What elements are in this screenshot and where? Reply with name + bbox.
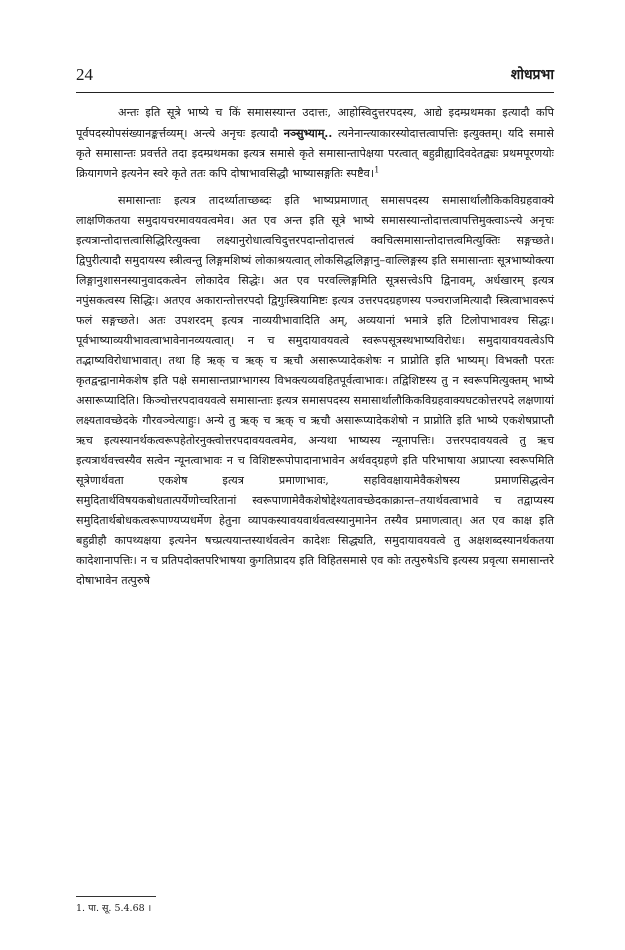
page-header [76,55,554,85]
header-rule [76,92,554,93]
body-text [76,103,554,598]
paragraph-1-text-end: त्यनेनान्त्याकारस्योदात्तत्वापत्तिः इत्युक्तम्। यदि समासे कृते समासान्तः प्रवर्त्तते तदा इदम्प्रथमका इत्यत्र समासे कृते समासान्तापेक्षया परत्वात् बहुव्रीह्यादिवदेतद्व्यः प्रथमपूरणयोः क्रियागणने इत्यनेन स्वरे कृते ततः कपि दोषाभावसिद्धौ भाष्यासङ्गतिः स्पष्टैव। [76,127,554,180]
paragraph-2-text: समासान्ताः इत्यत्र तादर्थ्याताच्छब्दः इति भाष्यप्रमाणात् समासपदस्य समासार्थालौकिकविग्रहवाक्ये लाक्षणिकतया समुदायचरमावयवत्वमेव। अत एव अन्त इति सूत्रे भाष्ये समासस्यान्तोदात्तत्वापत्तिमुक्त्वाऽन्त्ये अनृचः इत्यत्रान्तोदात्तत्वासिद्धिरित्युक्त्वा लक्ष्यानुरोधात्वचिदुत्तरपदान्तोदात्तत्वं क्वचित्समासान्तोदात्तत्वमित्युक्तिः सङ्गच्छते। द्विपुरीत्यादौ समुदायस्य स्त्रीत्वन्तु लिङ्गमशिष्यं लोकाश्रयत्वात् लोकसिद्धलिङ्गानु–वाल्लिङ्गस्य इति समासान्ताः सूत्रभाष्योक्त्या लिङ्गानुशासनस्यानुवादकत्वेन लोकादेव सिद्धेः। अत एव परवल्लिङ्गमिति सूत्रसत्त्वेऽपि द्विनावम्, अर्धखारम् इत्यत्र नपुंसकत्वस्य सिद्धिः। अतएव अकारान्तोत्तरपदो द्विगुःस्त्रियामिष्टः इत्यत्र उत्तरपदग्रहणस्य पञ्चराजमित्यादौ स्त्रित्वाभावरूपं फलं सङ्गच्छते। अतः उपशरदम् इत्यत्र नाव्ययीभावादिति अम्, अव्ययानां भमात्रे इति टिलोपाभावश्च सिद्धः। पूर्वभाष्याव्ययीभावत्वाभावेनानव्ययत्वात्। न च समुदायावयवत्वे स्वरूपसूत्रस्थभाष्यविरोधः। समुदायावयवत्वेऽपि तद्भाष्यविरोधाभावात्। तथा हि ऋक् च ऋक् च ऋचौ असारूप्यादेकशेषः न प्राप्नोति इति भाष्यम्। विभक्तौ परतः कृतद्वन्द्वानामेकशेष इति पक्षे समासान्तप्राग्भागस्य विभक्त्यव्यवहितपूर्वत्वाभावः। तद्विशिष्टस्य तु न स्वरूपमित्युक्तम् भाष्ये असारूप्यादिति। किञ्चोत्तरपदावयवत्वे समासान्ताः इत्यत्र समासपदस्य समासार्थालौकिकविग्रहवाक्यघटकोत्तरपदे लक्षणायां लक्ष्यतावच्छेदके गौरवञ्चेत्याहुः। अन्ये तु ऋक् च ऋक् च ऋचौ असारूप्यादेकशेषो न प्राप्नोति इति भाष्ये एकशेषप्राप्तौ ऋच इत्यस्यानर्थकत्वरूपहेतोरनुक्त्वोत्तरपदावयवत्वमेव, अन्यथा भाष्यस्य न्यूनापत्तिः। उत्तरपदावयवत्वे तु ऋच इत्यत्रार्थवत्त्वस्यैव सत्वेन न्यूनत्वाभावः न च विशिष्टरूपोपादानाभावेन अर्थवद्ग्रहणे इति परिभाषाया अप्राप्त्या स्वरूपमिति सूत्रेणार्थवता एकशेष इत्यत्र प्रमाणाभावः, सहविवक्षायामेवैकशेषस्य प्रमाणसिद्धत्वेन समुदितार्थविषयकबोधतात्पर्येणोच्चरितानां स्वरूपाणामेवैकशेषोद्देश्यतावच्छेदकाक्रान्त–तयार्थवत्वाभावे च तद्वाप्यस्य समुदितार्थबोधकत्वरूपाण्यप्यधर्मेण हेतुना व्यापकस्यावयवार्थवत्वस्यानुमानेन तस्यैव प्रमाणत्वात्। अत एव काक्ष इति बहुव्रीहौ कापथ्यक्षया इत्यनेन षच्प्रत्ययान्तस्यार्थवत्वेन कादेशः सिद्ध्यति, समुदायावयवत्वे तु अक्षशब्दस्यानर्थकतया कादेशानापत्तिः। न च प्रतिपदोक्तपरिभाषया कुगतिप्रादय इति विहितसमासे एव कोः तत्पुरुषेऽचि इत्यस्य प्रवृत्या समासान्तरे दोषाभावेन तत्पुरुषे [76,194,554,587]
footnote-marker: 1 [374,165,380,175]
paragraph-1 [76,103,554,184]
paragraph-1-bold-citation: नञ्सुभ्याम्.. [283,126,333,140]
footnote-rule [76,896,156,897]
footnote: 1. पा. सू. 5.4.68 । [76,903,152,914]
paragraph-2 [76,191,554,591]
paragraph-1-text-start: अन्तः इति सूत्रे भाष्ये च किं समासस्यान्त उदात्तः, आहोस्विदुत्तरपदस्य, आद्ये इदम्प्रथमका इत्यादौ कपि पूर्वपदस्योपसंख्यानङ्कर्त्तव्यम्। अन्त्ये अनृचः इत्यादौ [76,106,554,140]
running-title: शोधप्रभा [510,67,554,83]
page-number: 24 [76,65,93,84]
